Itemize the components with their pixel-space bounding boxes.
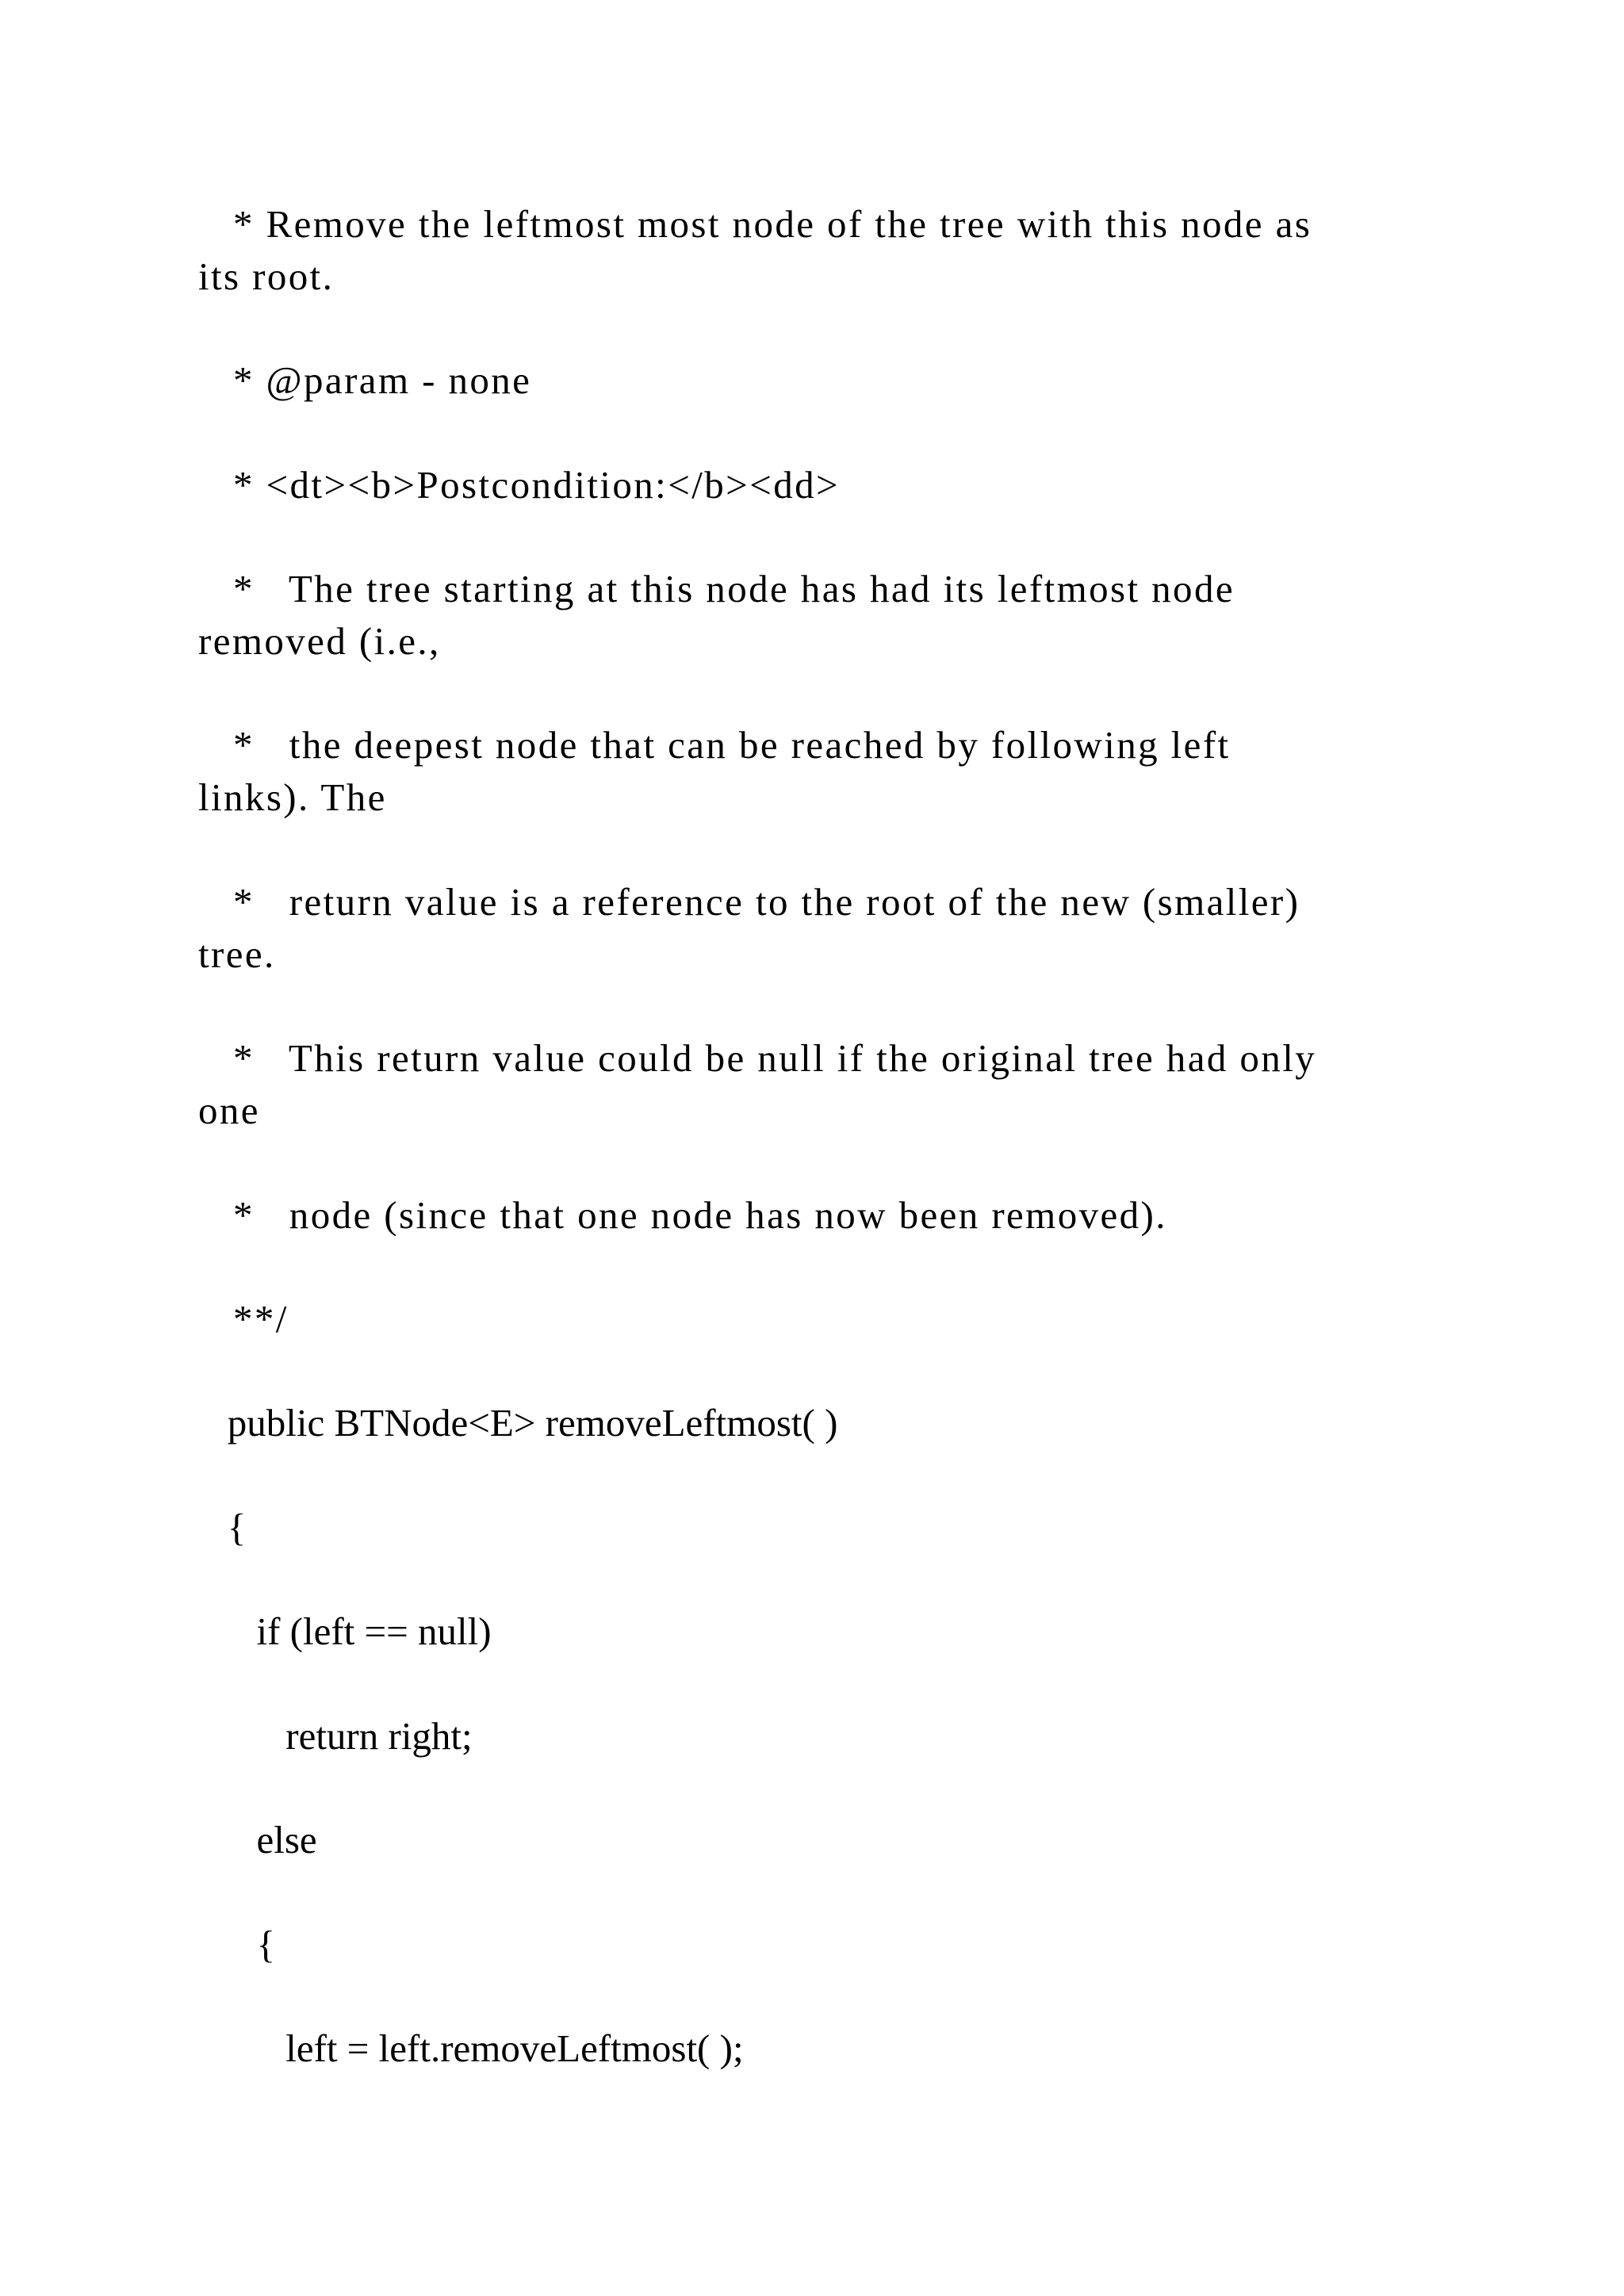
comment-line: * the deepest node that can be reached by following left [198, 723, 1231, 767]
comment-line-continuation: removed (i.e., [198, 619, 441, 663]
code-line: return right; [198, 1714, 473, 1758]
method-signature-line: public BTNode<E> removeLeftmost( ) [198, 1401, 838, 1445]
comment-line-continuation: tree. [198, 932, 276, 976]
comment-line: * node (since that one node has now been removed). [198, 1193, 1167, 1237]
comment-line-continuation: links). The [198, 775, 387, 819]
comment-line-continuation: one [198, 1089, 260, 1132]
comment-line: * The tree starting at this node has had its leftmost node [198, 567, 1235, 610]
comment-end-line: **/ [198, 1297, 289, 1341]
comment-line: * This return value could be null if the original tree had only [198, 1036, 1317, 1080]
comment-line-continuation: its root. [198, 254, 335, 298]
code-line: left = left.removeLeftmost( ); [198, 2026, 744, 2070]
comment-line: * return value is a reference to the root of the new (smaller) [198, 880, 1300, 924]
code-line: else [198, 1818, 317, 1862]
code-line: if (left == null) [198, 1609, 492, 1653]
code-line: { [198, 1506, 247, 1549]
code-line: { [198, 1923, 276, 1966]
comment-line: * <dt><b>Postcondition:</b><dd> [198, 463, 841, 507]
comment-line: * @param - none [198, 358, 532, 402]
comment-line: * Remove the leftmost most node of the tree with this node as [198, 202, 1312, 246]
